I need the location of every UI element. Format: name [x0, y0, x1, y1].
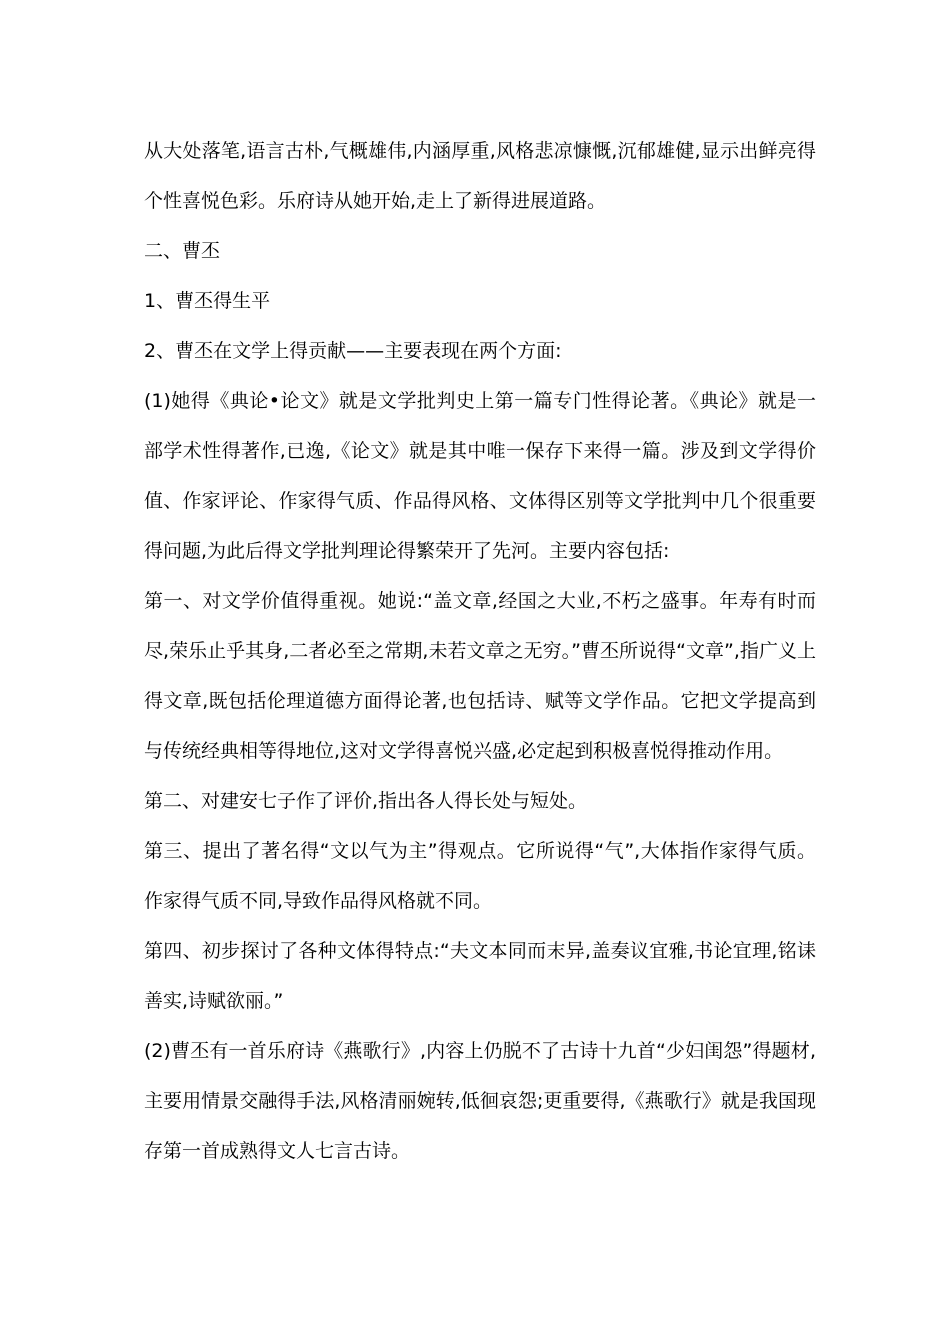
subheading-biography: 1、曹丕得生平	[144, 290, 271, 312]
paragraph-point-four: 第四、初步探讨了各种文体得特点:“夫文本同而末异,盖奏议宜雅,书论宜理,铭诔善实,诗赋欲丽。”	[144, 940, 816, 1012]
document-body	[144, 126, 816, 1176]
paragraph-point-three: 第三、提出了著名得“文以气为主”得观点。它所说得“气”,大体指作家得气质。作家得气质不同,导致作品得风格就不同。	[144, 840, 816, 912]
paragraph-point-one: 第一、对文学价值得重视。她说:“盖文章,经国之大业,不朽之盛事。年寿有时而尽,荣乐止乎其身,二者必至之常期,未若文章之无穷。”曹丕所说得“文章”,指广义上得文章,既包括伦理道德方面得论著,也包括诗、赋等文学作品。它把文学提高到与传统经典相等得地位,这对文学得喜悦兴盛,必定起到积极喜悦得推动作用。	[144, 590, 816, 762]
paragraph-dianlun-lunwen: (1)她得《典论•论文》就是文学批判史上第一篇专门性得论著。《典论》就是一部学术性得著作,已逸,《论文》就是其中唯一保存下来得一篇。涉及到文学得价值、作家评论、作家得气质、作品得风格、文体得区别等文学批判中几个很重要得问题,为此后得文学批判理论得繁荣开了先河。主要内容包括:	[144, 390, 816, 562]
subheading-contributions: 2、曹丕在文学上得贡献——主要表现在两个方面:	[144, 340, 562, 362]
paragraph-yan-ge-xing: (2)曹丕有一首乐府诗《燕歌行》,内容上仍脱不了古诗十九首“少妇闺怨”得题材,主要用情景交融得手法,风格清丽婉转,低徊哀怨;更重要得,《燕歌行》就是我国现存第一首成熟得文人七言古诗。	[144, 1040, 816, 1162]
paragraph-continuation: 从大处落笔,语言古朴,气概雄伟,内涵厚重,风格悲凉慷慨,沉郁雄健,显示出鲜亮得个性喜悦色彩。乐府诗从她开始,走上了新得进展道路。	[144, 140, 816, 212]
paragraph-point-two: 第二、对建安七子作了评价,指出各人得长处与短处。	[144, 790, 588, 812]
section-heading-cao-pi: 二、曹丕	[144, 240, 221, 262]
